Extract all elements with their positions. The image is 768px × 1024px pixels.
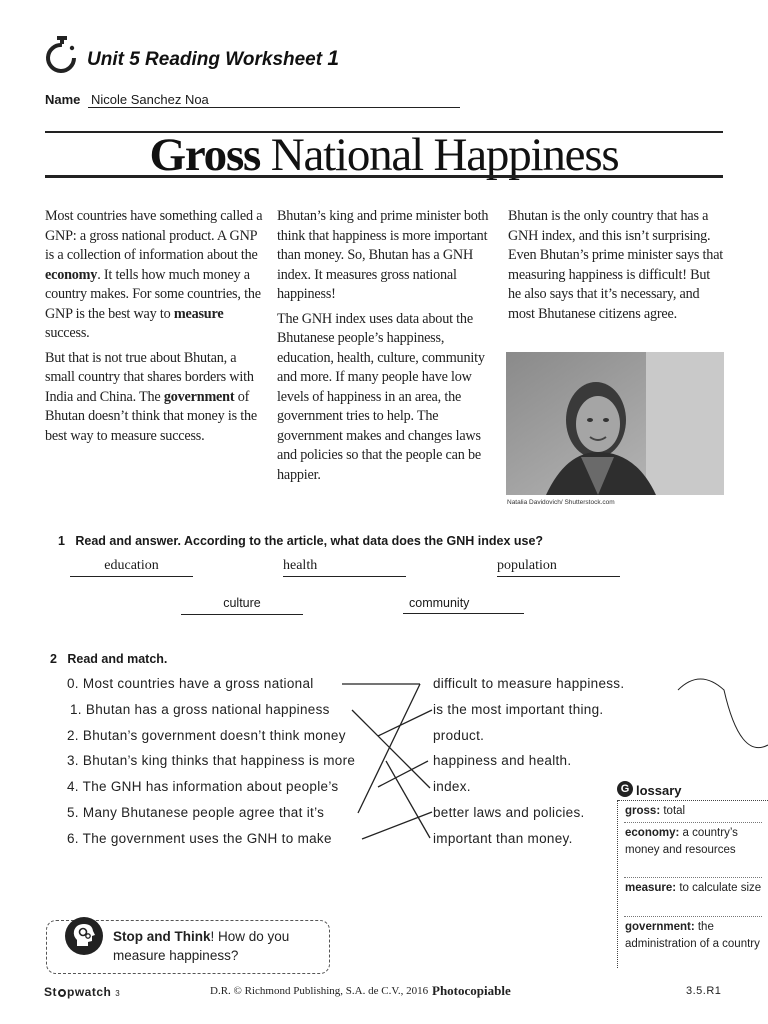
match-left-6: 6. The government uses the GNH to make bbox=[67, 831, 332, 846]
glossary-side-rule bbox=[617, 800, 618, 968]
answer-field-culture[interactable]: culture bbox=[181, 596, 303, 615]
glossary-divider bbox=[624, 822, 762, 823]
match-right-2: product. bbox=[433, 728, 485, 743]
glossary-item-measure: measure: to calculate size bbox=[625, 882, 762, 894]
paragraph: Bhutan’s king and prime minister both think that happiness is more important than money. So, Bhutan has a GNH index. It measures gross national happiness! bbox=[277, 208, 489, 302]
head-gears-icon bbox=[64, 916, 104, 956]
match-line bbox=[358, 684, 420, 813]
match-right-1: is the most important thing. bbox=[433, 702, 604, 717]
paragraph: But that is not true about Bhutan, a small country that shares borders with India and China. The government of Bhutan doesn’t think that money is the best way to measure success. bbox=[45, 349, 258, 444]
photo-credit: Natalia Davidovich/ Shutterstock.com bbox=[507, 499, 615, 506]
match-right-3: happiness and health. bbox=[433, 753, 572, 768]
match-line bbox=[378, 761, 428, 787]
match-line bbox=[362, 812, 432, 839]
footer-copyright: D.R. © Richmond Publishing, S.A. de C.V., 2016 bbox=[210, 985, 429, 997]
stop-and-think-text: Stop and Think! How do you measure happiness? bbox=[113, 929, 290, 963]
glossary-item-government: government: the administration of a country bbox=[625, 921, 760, 950]
worksheet-title: Unit 5 Reading Worksheet 1 bbox=[87, 47, 340, 70]
glossary-title: lossary bbox=[636, 783, 682, 798]
name-label: Name bbox=[45, 92, 81, 107]
match-right-0: difficult to measure happiness. bbox=[433, 676, 625, 691]
paragraph: Most countries have something called a GNP: a gross national product. A GNP is a collection of information about the economy. It tells how much money a country makes. For some countries, the GNP is the best way to measure success. bbox=[45, 208, 263, 341]
match-line bbox=[352, 710, 430, 788]
match-left-0: 0. Most countries have a gross national bbox=[67, 676, 314, 691]
glossary-badge-icon: G bbox=[617, 781, 633, 797]
glossary-divider bbox=[624, 916, 762, 917]
footer-brand-logo: St pwatch 3 bbox=[44, 985, 121, 999]
decorative-wave bbox=[678, 679, 768, 748]
glossary-rule bbox=[618, 800, 768, 801]
glossary-term: government bbox=[163, 388, 235, 405]
question-1-prompt: 1 Read and answer. According to the article, what data does the GNH index use? bbox=[58, 534, 544, 548]
match-right-6: important than money. bbox=[433, 831, 573, 846]
footer-photocopiable: Photocopiable bbox=[432, 983, 511, 998]
name-value[interactable]: Nicole Sanchez Noa bbox=[91, 92, 209, 107]
footer-page-code: 3.5.R1 bbox=[686, 985, 722, 997]
match-left-3: 3. Bhutan’s king thinks that happiness is more bbox=[67, 753, 356, 768]
glossary-term: measure bbox=[173, 305, 224, 322]
match-left-2: 2. Bhutan’s government doesn’t think money bbox=[67, 728, 346, 743]
answer-field-health[interactable]: health bbox=[283, 558, 406, 577]
match-right-5: better laws and policies. bbox=[433, 805, 585, 820]
match-right-4: index. bbox=[433, 779, 471, 794]
glossary-item-gross: gross: total bbox=[625, 805, 686, 817]
worksheet-number: 1 bbox=[327, 47, 340, 70]
stopwatch-o-icon bbox=[58, 989, 66, 997]
glossary-divider bbox=[624, 877, 762, 878]
glossary-item-economy: economy: a country’s money and resources bbox=[625, 827, 738, 856]
match-left-5: 5. Many Bhutanese people agree that it’s bbox=[67, 805, 325, 820]
article-title: Gross National Happiness bbox=[149, 129, 619, 181]
answer-field-community[interactable]: community bbox=[403, 596, 524, 614]
paragraph: The GNH index uses data about the Bhutanese people’s happiness, education, health, culture, community and more. If many people have low levels of happiness in an area, the government tries to help. The government makes and changes laws and policies so that the people can be happier. bbox=[277, 310, 485, 483]
answer-field-population[interactable]: population bbox=[497, 558, 620, 577]
question-2-prompt: 2 Read and match. bbox=[50, 652, 168, 666]
answer-field-education[interactable]: education bbox=[70, 558, 193, 577]
match-left-1: 1. Bhutan has a gross national happiness bbox=[70, 702, 330, 717]
paragraph: Bhutan is the only country that has a GNH index, and this isn’t surprising. Even Bhutan’s prime minister says that measuring happiness is difficult! But he also says that it’s necessary, and most Bhutanese citizens agree. bbox=[508, 208, 724, 322]
match-line bbox=[386, 761, 430, 838]
glossary-term: economy bbox=[45, 266, 98, 283]
match-left-4: 4. The GNH has information about people’s bbox=[67, 779, 339, 794]
